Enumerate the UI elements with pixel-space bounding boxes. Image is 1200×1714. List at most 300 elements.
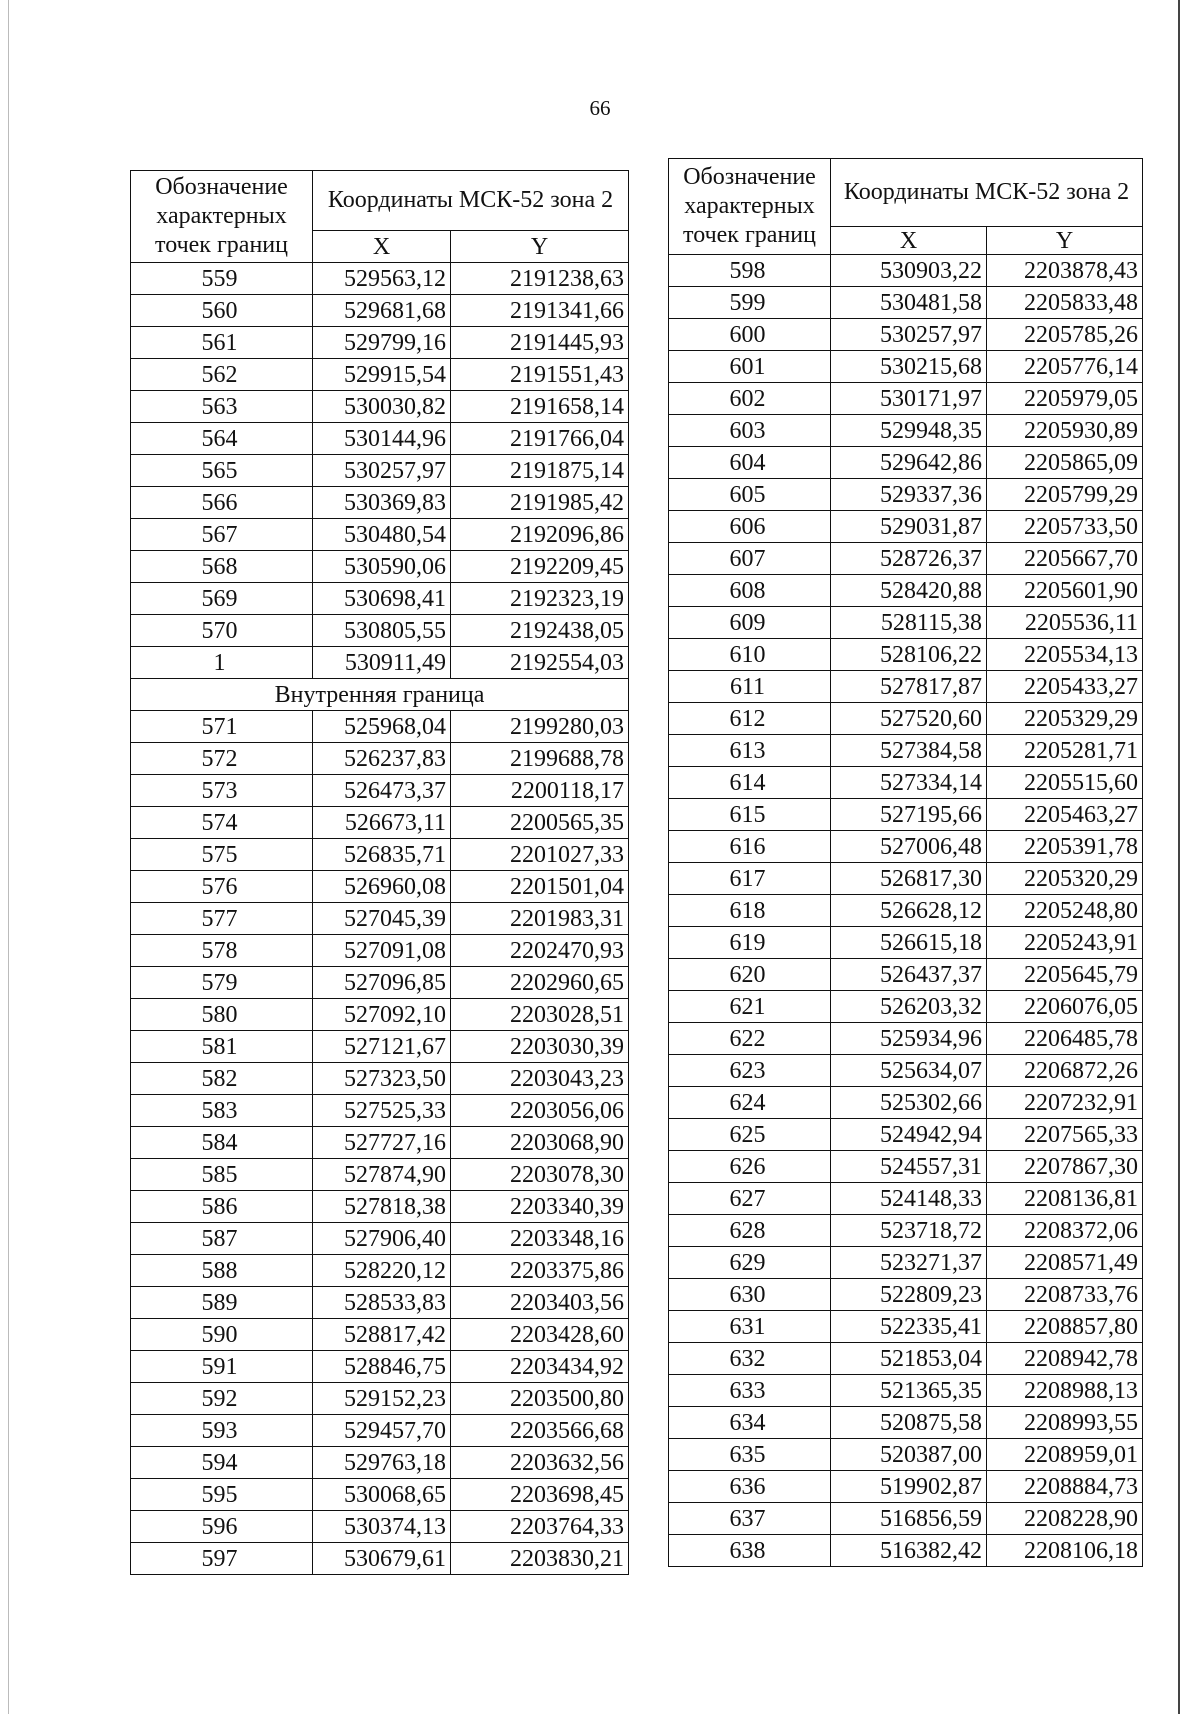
table-row bbox=[669, 511, 1143, 543]
x-coordinate: 526673,11 bbox=[313, 807, 451, 839]
table-row bbox=[131, 711, 629, 743]
x-coordinate: 530590,06 bbox=[313, 551, 451, 583]
x-coordinate: 528115,38 bbox=[831, 607, 987, 639]
point-id: 616 bbox=[669, 831, 831, 863]
x-coordinate: 516856,59 bbox=[831, 1503, 987, 1535]
table-row bbox=[669, 959, 1143, 991]
point-id: 583 bbox=[131, 1095, 313, 1127]
point-id: 565 bbox=[131, 455, 313, 487]
table-row bbox=[131, 1543, 629, 1575]
y-coordinate: 2205733,50 bbox=[987, 511, 1143, 543]
y-coordinate: 2208988,13 bbox=[987, 1375, 1143, 1407]
point-id: 626 bbox=[669, 1151, 831, 1183]
x-coordinate: 529457,70 bbox=[313, 1415, 451, 1447]
y-coordinate: 2203403,56 bbox=[451, 1287, 629, 1319]
point-id: 564 bbox=[131, 423, 313, 455]
y-coordinate: 2203830,21 bbox=[451, 1543, 629, 1575]
point-id: 592 bbox=[131, 1383, 313, 1415]
x-coordinate: 520875,58 bbox=[831, 1407, 987, 1439]
y-coordinate: 2191445,93 bbox=[451, 327, 629, 359]
y-coordinate: 2205799,29 bbox=[987, 479, 1143, 511]
y-coordinate: 2208993,55 bbox=[987, 1407, 1143, 1439]
y-coordinate: 2205320,29 bbox=[987, 863, 1143, 895]
table-row bbox=[669, 1311, 1143, 1343]
x-coordinate: 526817,30 bbox=[831, 863, 987, 895]
section-row bbox=[131, 679, 629, 711]
y-coordinate: 2191551,43 bbox=[451, 359, 629, 391]
point-id: 637 bbox=[669, 1503, 831, 1535]
table-row bbox=[669, 415, 1143, 447]
table-row bbox=[131, 391, 629, 423]
y-coordinate: 2201027,33 bbox=[451, 839, 629, 871]
point-id: 622 bbox=[669, 1023, 831, 1055]
header-coordinate-system: Координаты МСК-52 зона 2 bbox=[831, 159, 1143, 227]
y-coordinate: 2205785,26 bbox=[987, 319, 1143, 351]
x-coordinate: 527818,38 bbox=[313, 1191, 451, 1223]
table-row bbox=[131, 1415, 629, 1447]
y-coordinate: 2201501,04 bbox=[451, 871, 629, 903]
y-coordinate: 2203698,45 bbox=[451, 1479, 629, 1511]
point-id: 611 bbox=[669, 671, 831, 703]
x-coordinate: 525968,04 bbox=[313, 711, 451, 743]
point-id: 1 bbox=[131, 647, 313, 679]
point-id: 588 bbox=[131, 1255, 313, 1287]
x-coordinate: 530144,96 bbox=[313, 423, 451, 455]
x-coordinate: 527121,67 bbox=[313, 1031, 451, 1063]
point-id: 600 bbox=[669, 319, 831, 351]
table-row bbox=[669, 671, 1143, 703]
x-coordinate: 530171,97 bbox=[831, 383, 987, 415]
header-point-label: Обозначение характерных точек границ bbox=[669, 159, 831, 255]
y-coordinate: 2191985,42 bbox=[451, 487, 629, 519]
x-coordinate: 528726,37 bbox=[831, 543, 987, 575]
x-coordinate: 529948,35 bbox=[831, 415, 987, 447]
point-id: 576 bbox=[131, 871, 313, 903]
y-coordinate: 2203500,80 bbox=[451, 1383, 629, 1415]
x-coordinate: 527092,10 bbox=[313, 999, 451, 1031]
table-row bbox=[131, 359, 629, 391]
x-coordinate: 520387,00 bbox=[831, 1439, 987, 1471]
point-id: 578 bbox=[131, 935, 313, 967]
table-row bbox=[669, 1183, 1143, 1215]
table-row bbox=[669, 1279, 1143, 1311]
x-coordinate: 527045,39 bbox=[313, 903, 451, 935]
table-row bbox=[669, 1439, 1143, 1471]
table-row bbox=[131, 1319, 629, 1351]
point-id: 590 bbox=[131, 1319, 313, 1351]
point-id: 618 bbox=[669, 895, 831, 927]
table-body-right bbox=[669, 255, 1143, 1567]
x-coordinate: 530481,58 bbox=[831, 287, 987, 319]
y-coordinate: 2205776,14 bbox=[987, 351, 1143, 383]
table-body-left bbox=[131, 263, 629, 1575]
y-coordinate: 2205515,60 bbox=[987, 767, 1143, 799]
table-row bbox=[669, 255, 1143, 287]
x-coordinate: 522335,41 bbox=[831, 1311, 987, 1343]
table-row bbox=[669, 895, 1143, 927]
table-row bbox=[131, 551, 629, 583]
y-coordinate: 2203764,33 bbox=[451, 1511, 629, 1543]
y-coordinate: 2203078,30 bbox=[451, 1159, 629, 1191]
point-id: 607 bbox=[669, 543, 831, 575]
x-coordinate: 527195,66 bbox=[831, 799, 987, 831]
x-coordinate: 524148,33 bbox=[831, 1183, 987, 1215]
point-id: 633 bbox=[669, 1375, 831, 1407]
x-coordinate: 530030,82 bbox=[313, 391, 451, 423]
table-row bbox=[669, 703, 1143, 735]
y-coordinate: 2207867,30 bbox=[987, 1151, 1143, 1183]
page-number: 66 bbox=[589, 96, 611, 120]
point-id: 627 bbox=[669, 1183, 831, 1215]
y-coordinate: 2203068,90 bbox=[451, 1127, 629, 1159]
point-id: 574 bbox=[131, 807, 313, 839]
x-coordinate: 530698,41 bbox=[313, 583, 451, 615]
y-coordinate: 2205329,29 bbox=[987, 703, 1143, 735]
x-coordinate: 530679,61 bbox=[313, 1543, 451, 1575]
x-coordinate: 529763,18 bbox=[313, 1447, 451, 1479]
x-coordinate: 525934,96 bbox=[831, 1023, 987, 1055]
point-id: 573 bbox=[131, 775, 313, 807]
x-coordinate: 527323,50 bbox=[313, 1063, 451, 1095]
table-row bbox=[669, 1023, 1143, 1055]
point-id: 582 bbox=[131, 1063, 313, 1095]
table-row bbox=[131, 807, 629, 839]
y-coordinate: 2192554,03 bbox=[451, 647, 629, 679]
table-row bbox=[669, 799, 1143, 831]
x-coordinate: 522809,23 bbox=[831, 1279, 987, 1311]
table-row bbox=[131, 487, 629, 519]
x-coordinate: 527334,14 bbox=[831, 767, 987, 799]
x-coordinate: 526237,83 bbox=[313, 743, 451, 775]
x-coordinate: 521853,04 bbox=[831, 1343, 987, 1375]
y-coordinate: 2192323,19 bbox=[451, 583, 629, 615]
point-id: 610 bbox=[669, 639, 831, 671]
x-coordinate: 530911,49 bbox=[313, 647, 451, 679]
x-coordinate: 530805,55 bbox=[313, 615, 451, 647]
table-row bbox=[669, 479, 1143, 511]
x-coordinate: 530374,13 bbox=[313, 1511, 451, 1543]
point-id: 601 bbox=[669, 351, 831, 383]
x-coordinate: 528533,83 bbox=[313, 1287, 451, 1319]
y-coordinate: 2205536,11 bbox=[987, 607, 1143, 639]
table-row bbox=[131, 871, 629, 903]
point-id: 605 bbox=[669, 479, 831, 511]
table-row bbox=[669, 575, 1143, 607]
point-id: 617 bbox=[669, 863, 831, 895]
table-row bbox=[131, 1031, 629, 1063]
x-coordinate: 528220,12 bbox=[313, 1255, 451, 1287]
y-coordinate: 2205433,27 bbox=[987, 671, 1143, 703]
table-row bbox=[131, 1287, 629, 1319]
table-row bbox=[669, 1055, 1143, 1087]
point-id: 560 bbox=[131, 295, 313, 327]
point-id: 602 bbox=[669, 383, 831, 415]
table-row bbox=[669, 1087, 1143, 1119]
x-coordinate: 529337,36 bbox=[831, 479, 987, 511]
point-id: 585 bbox=[131, 1159, 313, 1191]
point-id: 636 bbox=[669, 1471, 831, 1503]
point-id: 624 bbox=[669, 1087, 831, 1119]
y-coordinate: 2203566,68 bbox=[451, 1415, 629, 1447]
point-id: 580 bbox=[131, 999, 313, 1031]
x-coordinate: 527874,90 bbox=[313, 1159, 451, 1191]
x-coordinate: 527520,60 bbox=[831, 703, 987, 735]
y-coordinate: 2205601,90 bbox=[987, 575, 1143, 607]
y-coordinate: 2205865,09 bbox=[987, 447, 1143, 479]
y-coordinate: 2203375,86 bbox=[451, 1255, 629, 1287]
table-row bbox=[131, 1447, 629, 1479]
table-row bbox=[131, 1255, 629, 1287]
point-id: 623 bbox=[669, 1055, 831, 1087]
point-id: 630 bbox=[669, 1279, 831, 1311]
x-coordinate: 527727,16 bbox=[313, 1127, 451, 1159]
point-id: 628 bbox=[669, 1215, 831, 1247]
x-coordinate: 530480,54 bbox=[313, 519, 451, 551]
point-id: 615 bbox=[669, 799, 831, 831]
x-coordinate: 526628,12 bbox=[831, 895, 987, 927]
table-row bbox=[669, 863, 1143, 895]
table-row bbox=[131, 1223, 629, 1255]
y-coordinate: 2205979,05 bbox=[987, 383, 1143, 415]
point-id: 559 bbox=[131, 263, 313, 295]
header-y: Y bbox=[451, 231, 629, 263]
x-coordinate: 528106,22 bbox=[831, 639, 987, 671]
x-coordinate: 527906,40 bbox=[313, 1223, 451, 1255]
y-coordinate: 2203028,51 bbox=[451, 999, 629, 1031]
point-id: 594 bbox=[131, 1447, 313, 1479]
x-coordinate: 530068,65 bbox=[313, 1479, 451, 1511]
table-row bbox=[131, 1383, 629, 1415]
point-id: 563 bbox=[131, 391, 313, 423]
y-coordinate: 2203878,43 bbox=[987, 255, 1143, 287]
y-coordinate: 2205930,89 bbox=[987, 415, 1143, 447]
y-coordinate: 2203348,16 bbox=[451, 1223, 629, 1255]
x-coordinate: 525302,66 bbox=[831, 1087, 987, 1119]
table-row bbox=[131, 455, 629, 487]
y-coordinate: 2202960,65 bbox=[451, 967, 629, 999]
x-coordinate: 526835,71 bbox=[313, 839, 451, 871]
point-id: 566 bbox=[131, 487, 313, 519]
y-coordinate: 2191658,14 bbox=[451, 391, 629, 423]
point-id: 561 bbox=[131, 327, 313, 359]
x-coordinate: 529563,12 bbox=[313, 263, 451, 295]
coordinates-table-left bbox=[130, 170, 629, 1575]
table-row bbox=[669, 1343, 1143, 1375]
y-coordinate: 2203434,92 bbox=[451, 1351, 629, 1383]
point-id: 572 bbox=[131, 743, 313, 775]
point-id: 562 bbox=[131, 359, 313, 391]
x-coordinate: 526960,08 bbox=[313, 871, 451, 903]
y-coordinate: 2205534,13 bbox=[987, 639, 1143, 671]
y-coordinate: 2205243,91 bbox=[987, 927, 1143, 959]
y-coordinate: 2191238,63 bbox=[451, 263, 629, 295]
y-coordinate: 2208228,90 bbox=[987, 1503, 1143, 1535]
table-row bbox=[131, 327, 629, 359]
y-coordinate: 2200565,35 bbox=[451, 807, 629, 839]
table-row bbox=[131, 1063, 629, 1095]
y-coordinate: 2203043,23 bbox=[451, 1063, 629, 1095]
point-id: 569 bbox=[131, 583, 313, 615]
y-coordinate: 2205463,27 bbox=[987, 799, 1143, 831]
y-coordinate: 2205645,79 bbox=[987, 959, 1143, 991]
x-coordinate: 519902,87 bbox=[831, 1471, 987, 1503]
point-id: 621 bbox=[669, 991, 831, 1023]
table-row bbox=[131, 1511, 629, 1543]
header-x: X bbox=[313, 231, 451, 263]
y-coordinate: 2208959,01 bbox=[987, 1439, 1143, 1471]
point-id: 584 bbox=[131, 1127, 313, 1159]
x-coordinate: 523271,37 bbox=[831, 1247, 987, 1279]
table-row bbox=[131, 935, 629, 967]
point-id: 597 bbox=[131, 1543, 313, 1575]
section-label: Внутренняя граница bbox=[131, 679, 629, 711]
y-coordinate: 2208733,76 bbox=[987, 1279, 1143, 1311]
point-id: 579 bbox=[131, 967, 313, 999]
y-coordinate: 2206872,26 bbox=[987, 1055, 1143, 1087]
table-row bbox=[669, 543, 1143, 575]
table-row bbox=[669, 1503, 1143, 1535]
x-coordinate: 527817,87 bbox=[831, 671, 987, 703]
x-coordinate: 529642,86 bbox=[831, 447, 987, 479]
table-row bbox=[131, 583, 629, 615]
x-coordinate: 527006,48 bbox=[831, 831, 987, 863]
table-row bbox=[669, 287, 1143, 319]
point-id: 591 bbox=[131, 1351, 313, 1383]
header-point-label: Обозначение характерных точек границ bbox=[131, 171, 313, 263]
table-row bbox=[669, 447, 1143, 479]
table-row bbox=[131, 263, 629, 295]
y-coordinate: 2203428,60 bbox=[451, 1319, 629, 1351]
y-coordinate: 2208857,80 bbox=[987, 1311, 1143, 1343]
table-row bbox=[669, 383, 1143, 415]
point-id: 604 bbox=[669, 447, 831, 479]
table-row bbox=[131, 1159, 629, 1191]
point-id: 575 bbox=[131, 839, 313, 871]
point-id: 593 bbox=[131, 1415, 313, 1447]
x-coordinate: 529681,68 bbox=[313, 295, 451, 327]
table-row bbox=[131, 1191, 629, 1223]
table-row bbox=[669, 607, 1143, 639]
table-row bbox=[131, 1095, 629, 1127]
y-coordinate: 2202470,93 bbox=[451, 935, 629, 967]
x-coordinate: 530903,22 bbox=[831, 255, 987, 287]
x-coordinate: 528846,75 bbox=[313, 1351, 451, 1383]
point-id: 567 bbox=[131, 519, 313, 551]
point-id: 598 bbox=[669, 255, 831, 287]
y-coordinate: 2200118,17 bbox=[451, 775, 629, 807]
y-coordinate: 2203340,39 bbox=[451, 1191, 629, 1223]
table-row bbox=[669, 927, 1143, 959]
point-id: 635 bbox=[669, 1439, 831, 1471]
y-coordinate: 2206485,78 bbox=[987, 1023, 1143, 1055]
coordinates-table-right bbox=[668, 158, 1143, 1567]
point-id: 613 bbox=[669, 735, 831, 767]
y-coordinate: 2205833,48 bbox=[987, 287, 1143, 319]
table-row bbox=[131, 903, 629, 935]
x-coordinate: 526615,18 bbox=[831, 927, 987, 959]
table-row bbox=[669, 831, 1143, 863]
x-coordinate: 526437,37 bbox=[831, 959, 987, 991]
x-coordinate: 527525,33 bbox=[313, 1095, 451, 1127]
point-id: 577 bbox=[131, 903, 313, 935]
y-coordinate: 2205667,70 bbox=[987, 543, 1143, 575]
x-coordinate: 530257,97 bbox=[831, 319, 987, 351]
y-coordinate: 2205248,80 bbox=[987, 895, 1143, 927]
x-coordinate: 527384,58 bbox=[831, 735, 987, 767]
point-id: 638 bbox=[669, 1535, 831, 1567]
point-id: 596 bbox=[131, 1511, 313, 1543]
y-coordinate: 2191341,66 bbox=[451, 295, 629, 327]
point-id: 606 bbox=[669, 511, 831, 543]
table-row bbox=[131, 999, 629, 1031]
point-id: 599 bbox=[669, 287, 831, 319]
table-row bbox=[131, 423, 629, 455]
table-row bbox=[669, 639, 1143, 671]
y-coordinate: 2199688,78 bbox=[451, 743, 629, 775]
table-row bbox=[669, 735, 1143, 767]
table-row bbox=[669, 767, 1143, 799]
header-y: Y bbox=[987, 227, 1143, 255]
point-id: 568 bbox=[131, 551, 313, 583]
y-coordinate: 2199280,03 bbox=[451, 711, 629, 743]
y-coordinate: 2208106,18 bbox=[987, 1535, 1143, 1567]
y-coordinate: 2203030,39 bbox=[451, 1031, 629, 1063]
y-coordinate: 2192096,86 bbox=[451, 519, 629, 551]
x-coordinate: 523718,72 bbox=[831, 1215, 987, 1247]
header-x: X bbox=[831, 227, 987, 255]
table-row bbox=[131, 1127, 629, 1159]
point-id: 587 bbox=[131, 1223, 313, 1255]
x-coordinate: 530257,97 bbox=[313, 455, 451, 487]
y-coordinate: 2203056,06 bbox=[451, 1095, 629, 1127]
point-id: 614 bbox=[669, 767, 831, 799]
table-row bbox=[669, 991, 1143, 1023]
x-coordinate: 529031,87 bbox=[831, 511, 987, 543]
point-id: 619 bbox=[669, 927, 831, 959]
x-coordinate: 527091,08 bbox=[313, 935, 451, 967]
x-coordinate: 529152,23 bbox=[313, 1383, 451, 1415]
point-id: 609 bbox=[669, 607, 831, 639]
table-row bbox=[669, 351, 1143, 383]
table-row bbox=[131, 775, 629, 807]
x-coordinate: 529915,54 bbox=[313, 359, 451, 391]
y-coordinate: 2207565,33 bbox=[987, 1119, 1143, 1151]
point-id: 631 bbox=[669, 1311, 831, 1343]
y-coordinate: 2207232,91 bbox=[987, 1087, 1143, 1119]
y-coordinate: 2205391,78 bbox=[987, 831, 1143, 863]
point-id: 612 bbox=[669, 703, 831, 735]
y-coordinate: 2201983,31 bbox=[451, 903, 629, 935]
point-id: 595 bbox=[131, 1479, 313, 1511]
y-coordinate: 2208942,78 bbox=[987, 1343, 1143, 1375]
x-coordinate: 516382,42 bbox=[831, 1535, 987, 1567]
table-row bbox=[669, 319, 1143, 351]
x-coordinate: 528420,88 bbox=[831, 575, 987, 607]
table-row bbox=[669, 1119, 1143, 1151]
point-id: 629 bbox=[669, 1247, 831, 1279]
table-row bbox=[131, 647, 629, 679]
y-coordinate: 2192438,05 bbox=[451, 615, 629, 647]
y-coordinate: 2191766,04 bbox=[451, 423, 629, 455]
table-row bbox=[669, 1247, 1143, 1279]
table-row bbox=[669, 1535, 1143, 1567]
table-row bbox=[669, 1375, 1143, 1407]
table-row bbox=[131, 295, 629, 327]
point-id: 634 bbox=[669, 1407, 831, 1439]
table-row bbox=[669, 1151, 1143, 1183]
table-row bbox=[669, 1471, 1143, 1503]
table-row bbox=[131, 743, 629, 775]
